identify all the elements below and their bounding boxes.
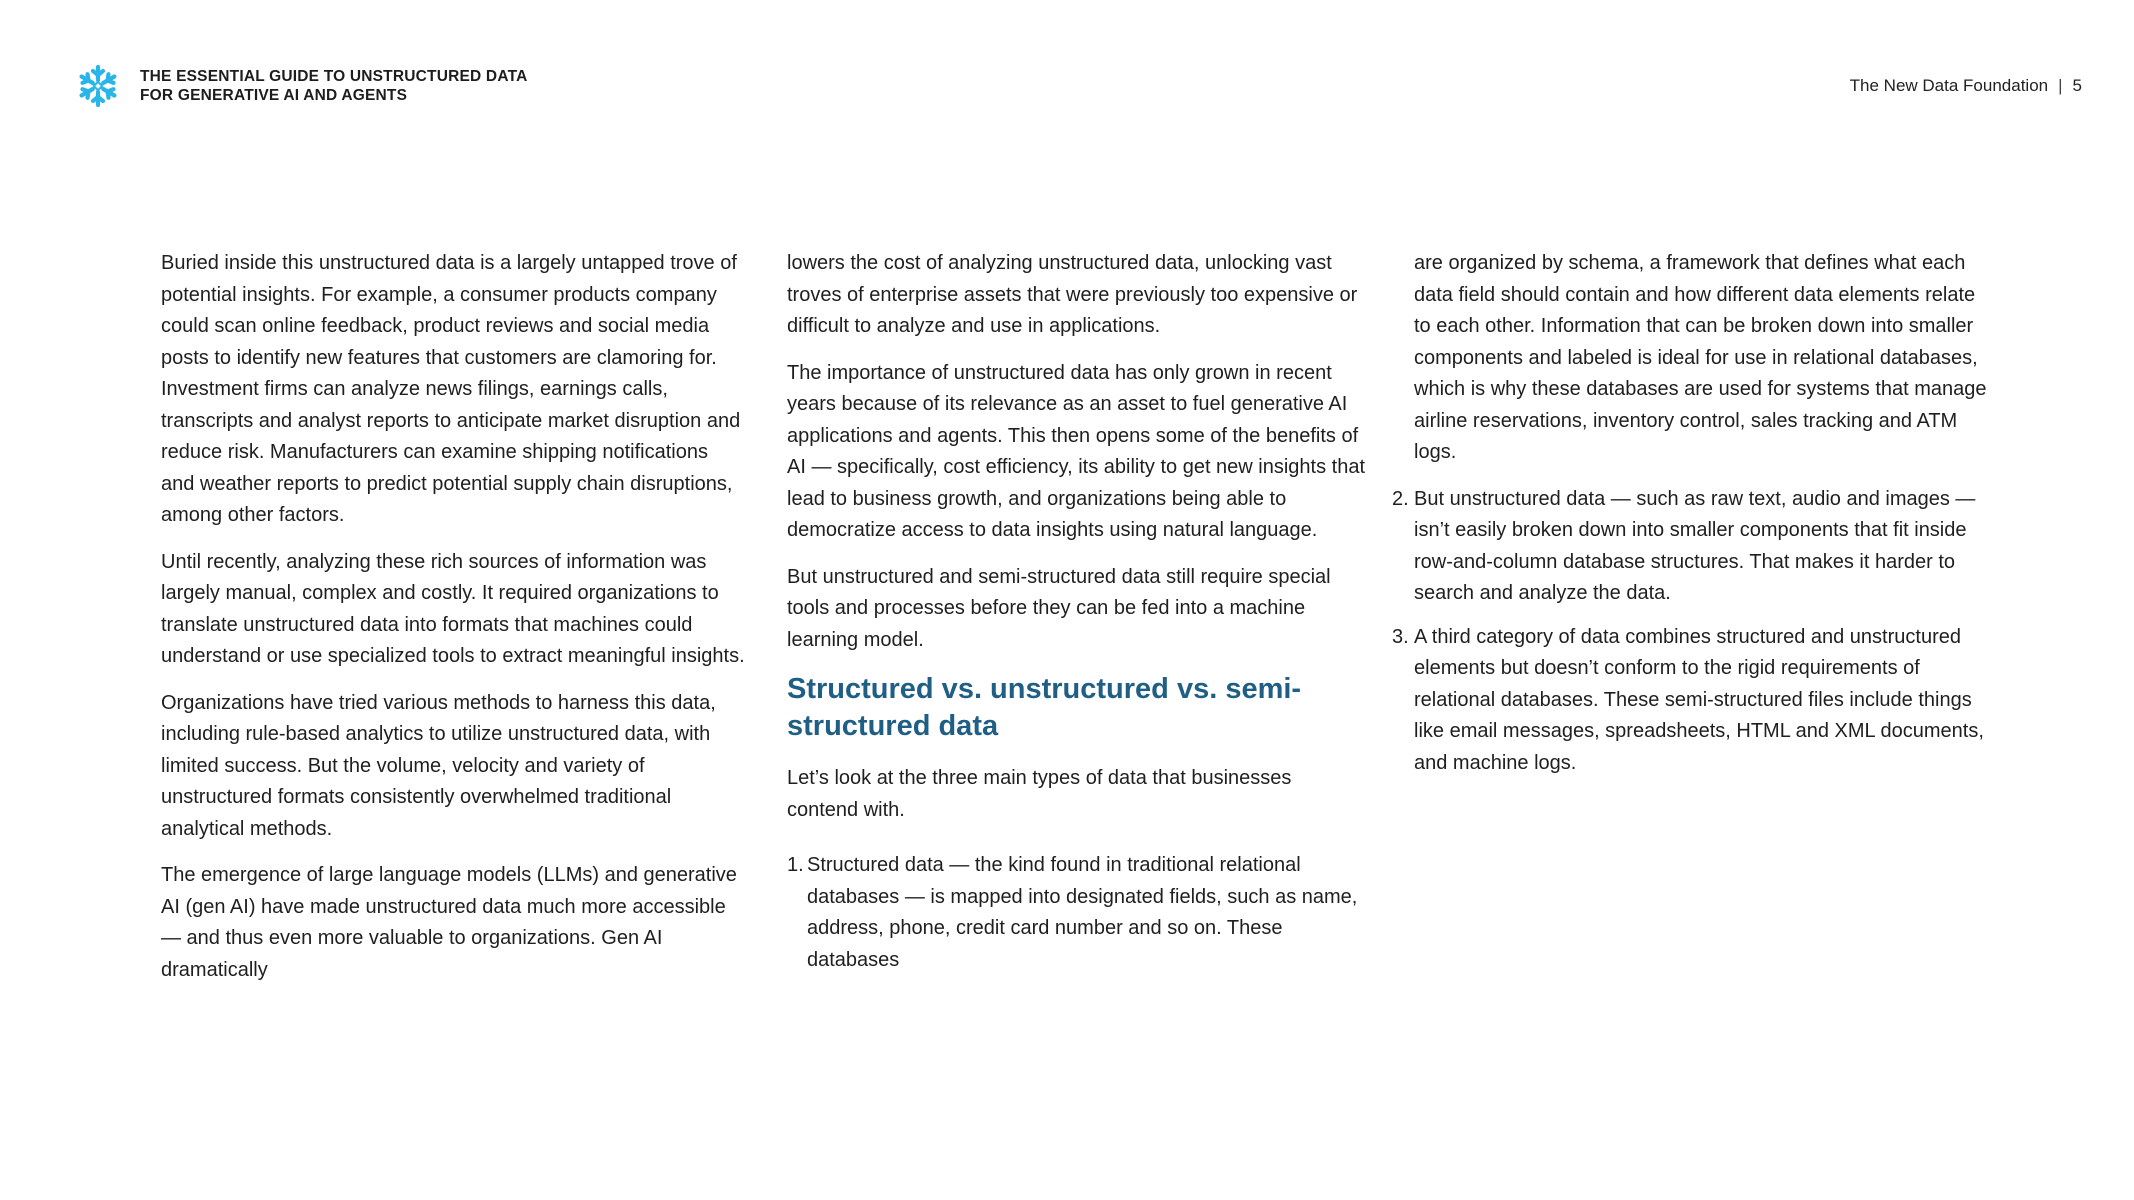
paragraph: lowers the cost of analyzing unstructured data, unlocking vast troves of enterprise assets that were previously too expensive or difficult to analyze and use in applications. — [787, 252, 1358, 337]
paragraph: The emergence of large language models (LLMs) and generative AI (gen AI) have made unstructured data much more accessible — and thus even more valuable to organizations. Gen AI dramatically — [161, 864, 737, 981]
section-name: The New Data Foundation — [1849, 76, 2049, 95]
list-item-text: But unstructured data — such as raw text, audio and images — isn’t easily broken down into smaller components that fit inside row-and-column database structures. That makes it harder to search and analyze the data. — [1414, 487, 1976, 604]
text-column-2 — [787, 248, 1367, 988]
paragraph: Buried inside this unstructured data is a largely untapped trove of potential insights. For example, a consumer products company could scan online feedback, product reviews and social media posts to identify new features that customers are clamoring for. Investment firms can analyze news filings, earnings calls, transcripts and analyst reports to anticipate market disruption and reduce risk. Manufacturers can examine shipping notifications and weather reports to predict potential supply chain disruptions, among other factors. — [161, 252, 741, 526]
page-indicator — [1850, 76, 2082, 96]
list-item-text: Structured data — the kind found in traditional relational databases — is mapped into designated fields, such as name, address, phone, credit card number and so on. These databases — [807, 854, 1358, 971]
paragraph: But unstructured and semi-structured data still require special tools and processes before they can be fed into a machine learning model. — [787, 565, 1331, 651]
list-number: 3. — [1392, 625, 1409, 648]
section-heading: Structured vs. unstructured vs. semi-structured data — [787, 673, 1302, 742]
paragraph: Let’s look at the three main types of data that businesses contend with. — [787, 767, 1292, 821]
list-item-continuation: are organized by schema, a framework that defines what each data field should contain and how different data elements relate to each other. Information that can be broken down into smaller components and labeled is ideal for use in relational databases, which is why these databases are used for systems that manage airline reservations, inventory control, sales tracking and ATM logs. — [1414, 252, 1987, 463]
text-column-1 — [161, 248, 746, 1001]
list-item — [1392, 622, 1994, 780]
document-title-line2: FOR GENERATIVE AI AND AGENTS — [140, 87, 408, 104]
document-header — [76, 64, 527, 108]
paragraph: Until recently, analyzing these rich sources of information was largely manual, complex and costly. It required organizations to translate unstructured data into formats that machines could understand or use specialized tools to extract meaningful insights. — [161, 550, 745, 667]
list-number: 2. — [1392, 487, 1409, 510]
list-item-text: A third category of data combines structured and unstructured elements but doesn’t conform to the rigid requirements of relational databases. These semi-structured files include things like email messages, spreadsheets, HTML and XML documents, and machine logs. — [1414, 625, 1984, 774]
paragraph: The importance of unstructured data has only grown in recent years because of its relevance as an asset to fuel generative AI applications and agents. This then opens some of the benefits of AI — specifically, cost efficiency, its ability to get new insights that lead to business growth, and organizations being able to democratize access to data insights using natural language. — [787, 361, 1366, 541]
separator: | — [2058, 76, 2063, 95]
page-number: 5 — [2072, 76, 2082, 95]
snowflake-icon — [76, 64, 120, 108]
document-title-line1: THE ESSENTIAL GUIDE TO UNSTRUCTURED DATA — [140, 68, 528, 85]
document-title — [140, 67, 527, 105]
list-item — [787, 850, 1367, 976]
text-column-3 — [1392, 248, 1994, 791]
paragraph: Organizations have tried various methods to harness this data, including rule-based analytics to utilize unstructured data, with limited success. But the volume, velocity and variety of unstructured formats consistently overwhelmed traditional analytical methods. — [161, 691, 716, 840]
list-number: 1. — [787, 854, 804, 876]
list-item — [1392, 484, 1994, 610]
